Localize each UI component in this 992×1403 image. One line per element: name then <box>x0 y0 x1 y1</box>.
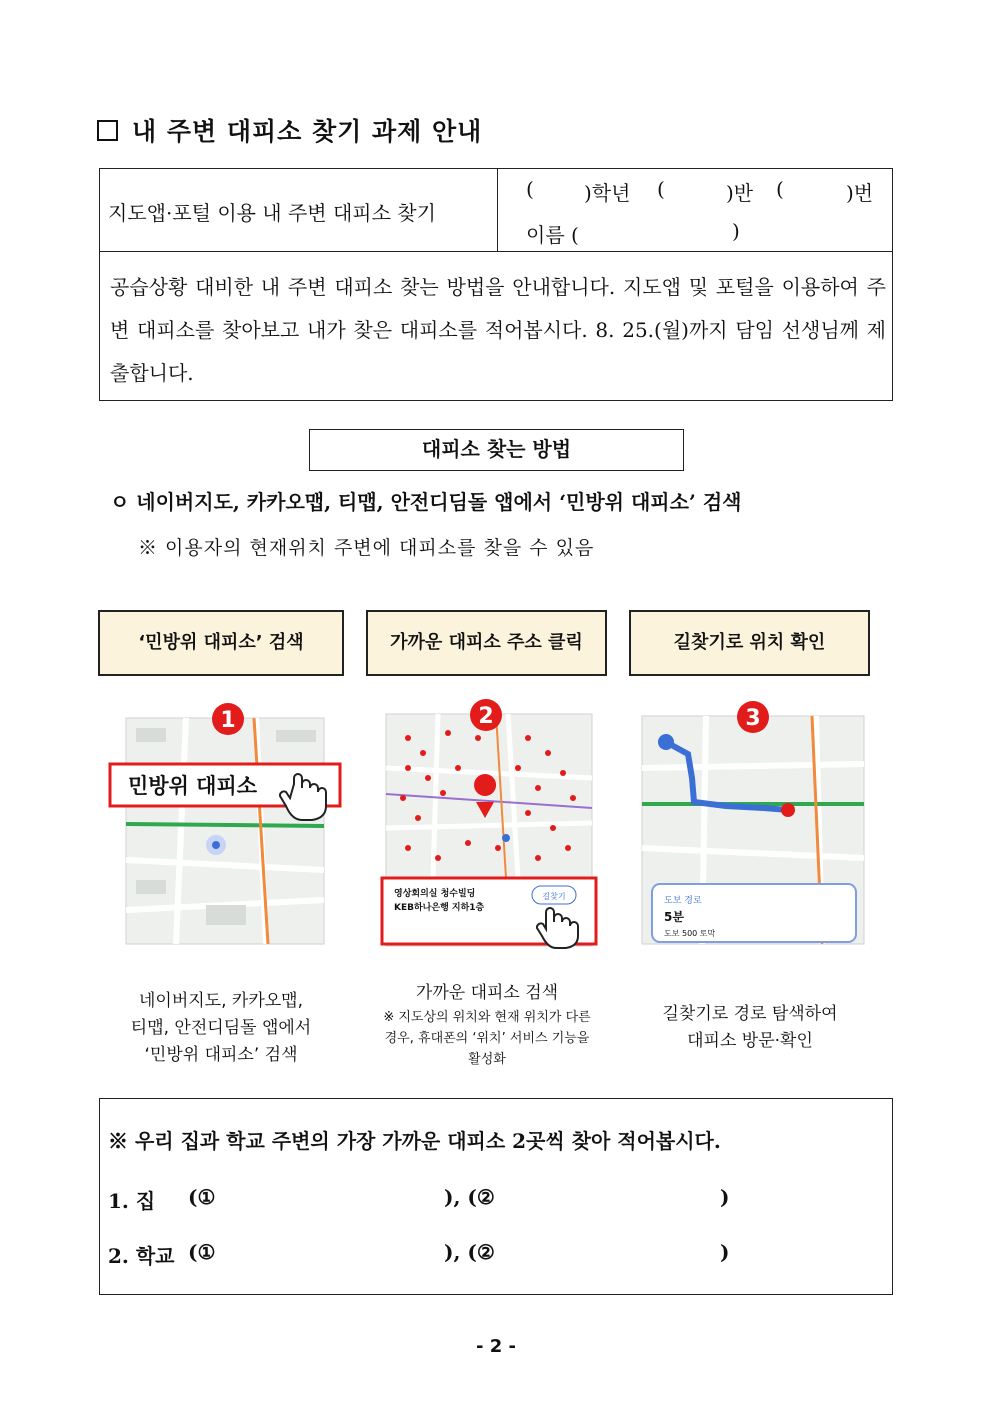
home-answer-1-open[interactable]: (① <box>188 1185 216 1209</box>
route-mode: 도보 경로 <box>664 896 702 906</box>
step-number: 2 <box>478 704 494 729</box>
step-2-label: 가까운 대피소 주소 클릭 <box>366 610 607 676</box>
result-card-title: 영상회의실 청수빌딩 <box>394 889 476 899</box>
page-title: 내 주변 대피소 찾기 과제 안내 <box>97 112 482 148</box>
number-field-label: )번 <box>846 181 874 205</box>
step-3-screenshot <box>636 698 868 948</box>
table-divider <box>100 251 892 252</box>
map-search-illustration <box>106 700 346 950</box>
route-illustration <box>636 698 868 948</box>
search-box-text: 민방위 대피소 <box>128 774 258 798</box>
class-open: ( <box>657 177 665 201</box>
school-row-label: 2. 학교 <box>108 1244 175 1268</box>
method-note: ※ 이용자의 현재위치 주변에 대피소를 찾을 수 있음 <box>138 537 595 559</box>
route-time: 5분 <box>664 910 684 924</box>
route-detail: 도보 500 토막 <box>664 929 716 938</box>
home-row-label: 1. 집 <box>108 1189 156 1213</box>
school-answer-2-open[interactable]: ), (② <box>444 1240 495 1264</box>
map-result-illustration <box>378 698 600 950</box>
grade-open: ( <box>526 177 534 201</box>
result-card-subtitle: KEB하나은행 지하1층 <box>394 903 485 913</box>
method-heading: 대피소 찾는 방법 <box>309 429 684 471</box>
method-bullet: ㅇ 네이버지도, 카카오맵, 티맵, 안전디딤돌 앱에서 ‘민방위 대피소’ 검색 <box>110 490 742 514</box>
step-number: 1 <box>220 708 236 733</box>
step-3-label: 길찾기로 위치 확인 <box>629 610 870 676</box>
step-1-screenshot <box>106 700 346 950</box>
step-1-label: ‘민방위 대피소’ 검색 <box>98 610 344 676</box>
task-label: 지도앱·포털 이용 내 주변 대피소 찾기 <box>108 201 436 225</box>
answer-instruction: ※ 우리 집과 학교 주변의 가장 가까운 대피소 2곳씩 찾아 적어봅시다. <box>108 1129 721 1153</box>
step-2-caption: 가까운 대피소 검색 ※ 지도상의 위치와 현재 위치가 다른 경우, 휴대폰의 ‘위치’ 서비스 기능을 활성화 <box>383 983 591 1067</box>
number-open: ( <box>776 177 784 201</box>
school-answer-close: ) <box>720 1240 730 1264</box>
step-2-screenshot <box>378 698 600 950</box>
school-answer-1-open[interactable]: (① <box>188 1240 216 1264</box>
home-answer-close: ) <box>720 1185 730 1209</box>
table-divider <box>497 169 498 251</box>
directions-button-label: 길찾기 <box>542 892 566 901</box>
checkbox-square-icon <box>97 120 118 141</box>
step-1-caption: 네이버지도, 카카오맵, 티맵, 안전디딤돌 앱에서 ‘민방위 대피소’ 검색 <box>130 991 312 1065</box>
step-number: 3 <box>745 706 761 731</box>
grade-field-label: )학년 <box>584 181 631 205</box>
task-description: 공습상황 대비한 내 주변 대피소 찾는 방법을 안내합니다. 지도앱 및 포털을 이용하여 주변 대피소를 찾아보고 내가 찾은 대피소를 적어봅시다. 8. 25.(월)까지 담임 선생님께 제출합니다. <box>110 275 886 385</box>
class-field-label: )반 <box>726 181 754 205</box>
answer-box <box>99 1098 893 1295</box>
name-close: ) <box>732 219 740 243</box>
home-answer-2-open[interactable]: ), (② <box>444 1185 495 1209</box>
task-info-table <box>99 168 893 401</box>
page-number: - 2 - <box>476 1336 516 1357</box>
name-field-label: 이름 ( <box>526 223 579 247</box>
step-3-caption: 길찾기로 경로 탐색하여 대피소 방문·확인 <box>662 1004 838 1051</box>
